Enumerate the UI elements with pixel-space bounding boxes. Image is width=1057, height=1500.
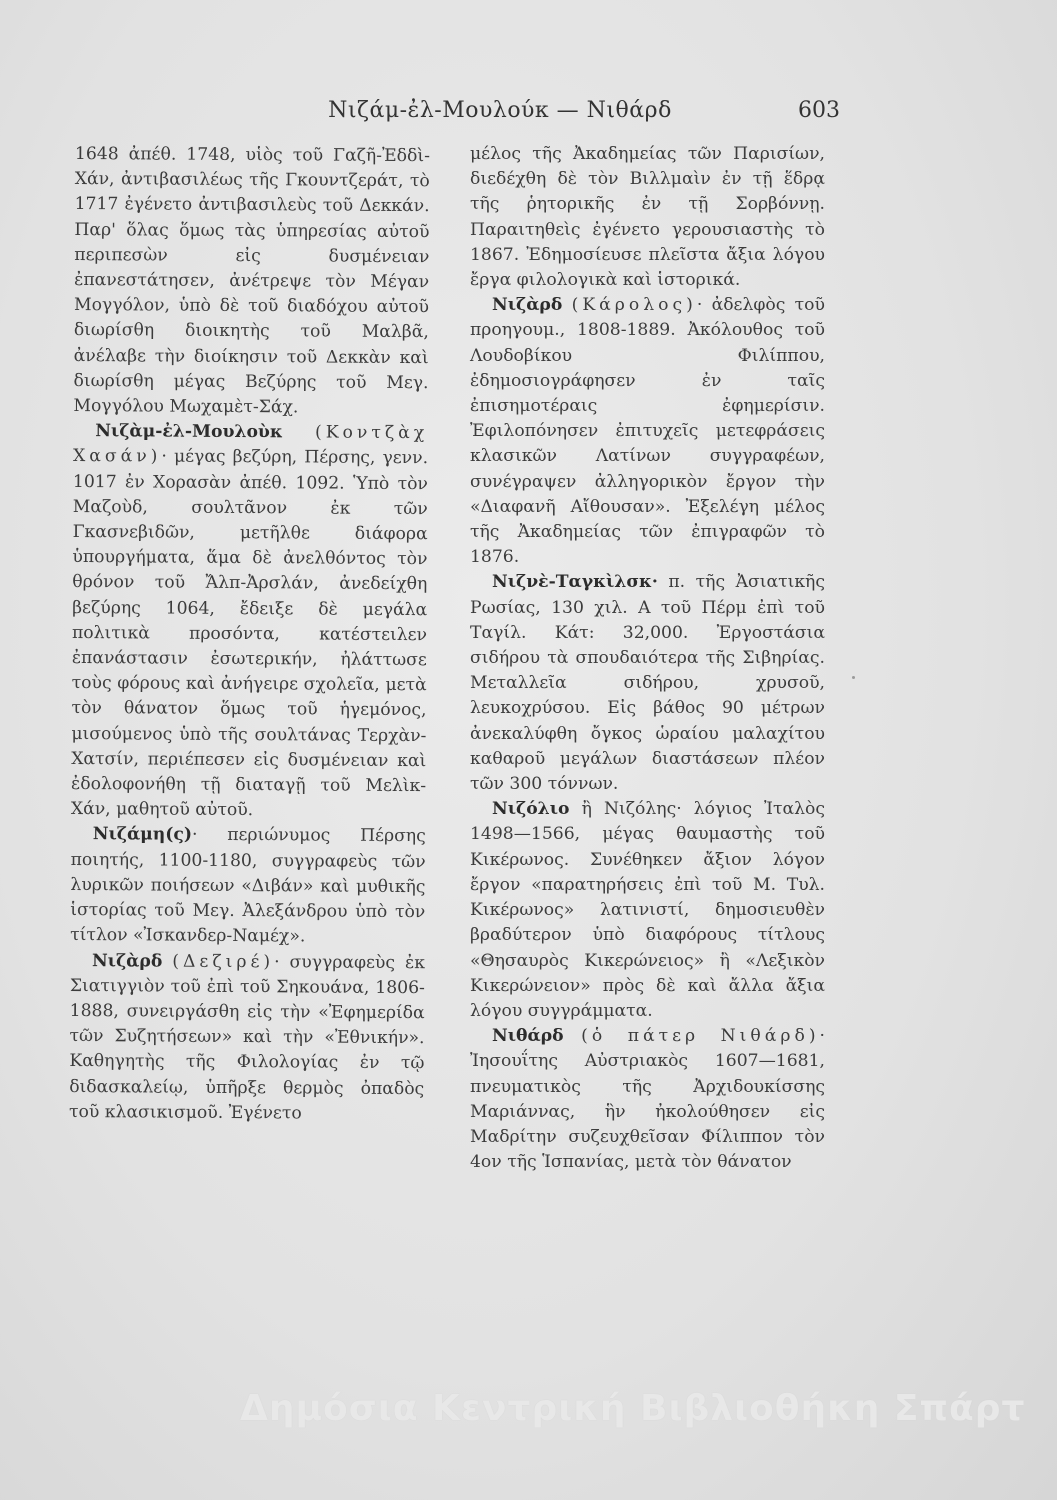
entry-headword: Νιζὰμ-ἐλ-Μουλοὺκ <box>95 421 283 443</box>
entry-headword: Νιζὰρδ <box>91 950 163 972</box>
library-watermark: Δημόσια Κεντρική Βιβλιοθήκη Σπάρτ <box>240 1388 1026 1429</box>
print-speck <box>852 676 855 679</box>
dictionary-entry <box>69 948 425 1127</box>
right-column <box>470 142 825 1175</box>
entry-text: · μέγας βεζύρη, Πέρσης, γενν. 1017 ἐν Χορασὰν ἀπέθ. 1092. Ὑπὸ τὸν Μαζοὺδ, σουλτᾶνον ἐκ τῶν Γκασνεβιδῶν, μετῆλθε διάφορα ὑπουργήματα, ἅμα δὲ ἀνελθόντος τὸν θρόνον τοῦ Ἄλπ-Ἀρσλάν, ἀνεδείχθη βεζύρης 1064, ἔδειξε δὲ μεγάλα πολιτικὰ προσόντα, κατέστειλεν ἐπανάστασιν ἐσωτερικήν, ἠλάττωσε τοὺς φόρους καὶ ἀνήγειρε σχολεῖα, μετὰ τὸν θάνατον ὅμως τοῦ ἡγεμόνος, μισούμενος ὑπὸ τῆς σουλτάνας Τερχὰν-Χατσίν, περιέπεσεν εἰς δυσμένειαν καὶ ἐδολοφονήθη τῇ διαταγῇ τοῦ Μελὶκ-Χάν, μαθητοῦ αὐτοῦ. <box>70 446 429 821</box>
entry-headword: Νιζόλιο <box>492 799 570 820</box>
dictionary-entry <box>470 1024 825 1175</box>
left-column <box>69 142 430 1127</box>
entry-headword: Νιζὰρδ <box>492 295 563 316</box>
entry-continuation <box>470 142 825 293</box>
entry-spaced-name: (Κοντζὰχ Χασάν) <box>73 422 429 467</box>
entry-spaced-name: (ὁ πάτερ Νιθάρδ) <box>581 1026 820 1047</box>
dictionary-entry <box>470 797 825 1024</box>
entry-headword: Νιθάρδ <box>492 1026 564 1047</box>
entry-spaced-name: (Δεζιρέ) <box>172 951 275 972</box>
dictionary-entry <box>470 293 825 570</box>
entry-text: · περιώνυμος Πέρσης ποιητής, 1100-1180, συγγραφεὺς τῶν λυρικῶν ποιήσεων «Διβάν» καὶ μυθικῆς ἱστορίας τοῦ Μεγ. Ἀλεξάνδρου ὑπὸ τὸν τίτλον «Ἰσκανδερ-Ναμέχ». <box>70 825 426 947</box>
dictionary-entry <box>470 570 825 797</box>
dictionary-entry <box>70 822 426 950</box>
running-title: Νιζάμ-ἐλ-Μουλούκ — Νιθάρδ <box>328 98 672 123</box>
entry-text: μέλος τῆς Ἀκαδημείας τῶν Παρισίων, διεδέχθη δὲ τὸν Βιλλμαὶν ἐν τῇ ἕδρᾳ τῆς ῥητορικῆς ἐν τῇ Σορβόννῃ. Παραιτηθεὶς ἐγένετο γερουσιαστὴς τὸ 1867. Ἐδημοσίευσε πλεῖστα ἄξια λόγου ἔργα φιλολογικὰ καὶ ἱστορικά. <box>470 144 825 291</box>
entry-headword: Νιζνὲ-Ταγκὶλσκ· <box>492 572 658 593</box>
dictionary-entry <box>71 419 428 824</box>
entry-text: · συγγραφεὺς ἐκ Σιατιγγιὸν τοῦ ἐπὶ τοῦ Σηκουάνα, 1806-1888, συνειργάσθη εἰς τὴν «Ἐφημερίδα τῶν Συζητήσεων» καὶ τὴν «Ἐθνικήν». Καθηγητὴς τῆς Φιλολογίας ἐν τῷ διδασκαλείῳ, ὑπῆρξε θερμὸς ὀπαδὸς τοῦ κλασικισμοῦ. Ἐγένετο <box>69 951 426 1124</box>
entry-text: · Ἰησουΐτης Αὐστριακὸς 1607—1681, πνευματικὸς τῆς Ἀρχιδουκίσσης Μαριάννας, ἣν ἠκολούθησεν εἰς Μαδρίτην συζευχθεῖσαν Φίλιππον τὸν 4ον τῆς Ἱσπανίας, μετὰ τὸν θάνατον <box>470 1026 825 1173</box>
entry-headword: Νιζάμη(ς) <box>92 824 193 846</box>
page-number: 603 <box>798 98 840 123</box>
entry-text: π. τῆς Ἀσιατικῆς Ρωσίας, 130 χιλ. Α τοῦ Πέρμ ἐπὶ τοῦ Ταγίλ. Κάτ: 32,000. Ἐργοστάσια σιδήρου τὰ σπουδαιότερα τῆς Σιβηρίας. Μεταλλεῖα σιδήρου, χρυσοῦ, λευκοχρύσου. Εἰς βάθος 90 μέτρων ἀνεκαλύφθη ὄγκος ὡραίου μαλαχίτου καθαροῦ μεγάλων διαστάσεων πλέον τῶν 300 τόννων. <box>470 572 825 795</box>
running-header <box>240 98 840 138</box>
entry-continuation <box>73 142 430 421</box>
entry-text: 1648 ἀπέθ. 1748, υἱὸς τοῦ Γαζῆ-Ἐδδὶ-Χάν, ἀντιβασιλέως τῆς Γκουντζεράτ, τὸ 1717 ἐγένετο ἀντιβασιλεὺς τοῦ Δεκκάν. Παρ' ὅλας ὅμως τὰς ὑπηρεσίας αὐτοῦ περιπεσὼν εἰς δυσμένειαν ἐπανεστάτησεν, ἀνέτρεψε τὸν Μέγαν Μογγόλον, ὑπὸ δὲ τοῦ διαδόχου αὐτοῦ διωρίσθη διοικητὴς τοῦ Μαλβᾶ, ἀνέλαβε τὴν διοίκησιν τοῦ Δεκκὰν καὶ διωρίσθη μέγας Βεζύρης τοῦ Μεγ. Μογγόλου Μωχαμὲτ-Σάχ. <box>73 143 430 418</box>
entry-spaced-name: (Κάρολος) <box>571 295 697 316</box>
entry-text: · ἀδελφὸς τοῦ προηγουμ., 1808-1889. Ἀκόλουθος τοῦ Λουδοβίκου Φιλίππου, ἐδημοσιογράφησεν ἐν ταῖς ἐπισημοτέραις ἐφημερίσιν. Ἐφιλοπόνησεν ἐπιτυχεῖς μετεφράσεις κλασικῶν Λατίνων συγγραφέων, συνέγραψεν ἀλληγορικὸν ἔργον τὴν «Διαφανῆ Αἴθουσαν». Ἐξελέγη μέλος τῆς Ἀκαδημείας τῶν ἐπιγραφῶν τὸ 1876. <box>470 295 825 568</box>
entry-text: ἢ Νιζόλης· λόγιος Ἰταλὸς 1498—1566, μέγας θαυμαστὴς τοῦ Κικέρωνος. Συνέθηκεν ἄξιον λόγον ἔργον «παρατηρήσεις ἐπὶ τοῦ Μ. Τυλ. Κικέρωνος» λατινιστί, δημοσιευθὲν βραδύτερον ὑπὸ διαφόρους τίτλους «Θησαυρὸς Κικερώνειος» ἢ «Λεξικὸν Κικερώνειον» πρὸς δὲ καὶ ἄλλα ἄξια λόγου συγγράμματα. <box>470 799 825 1021</box>
